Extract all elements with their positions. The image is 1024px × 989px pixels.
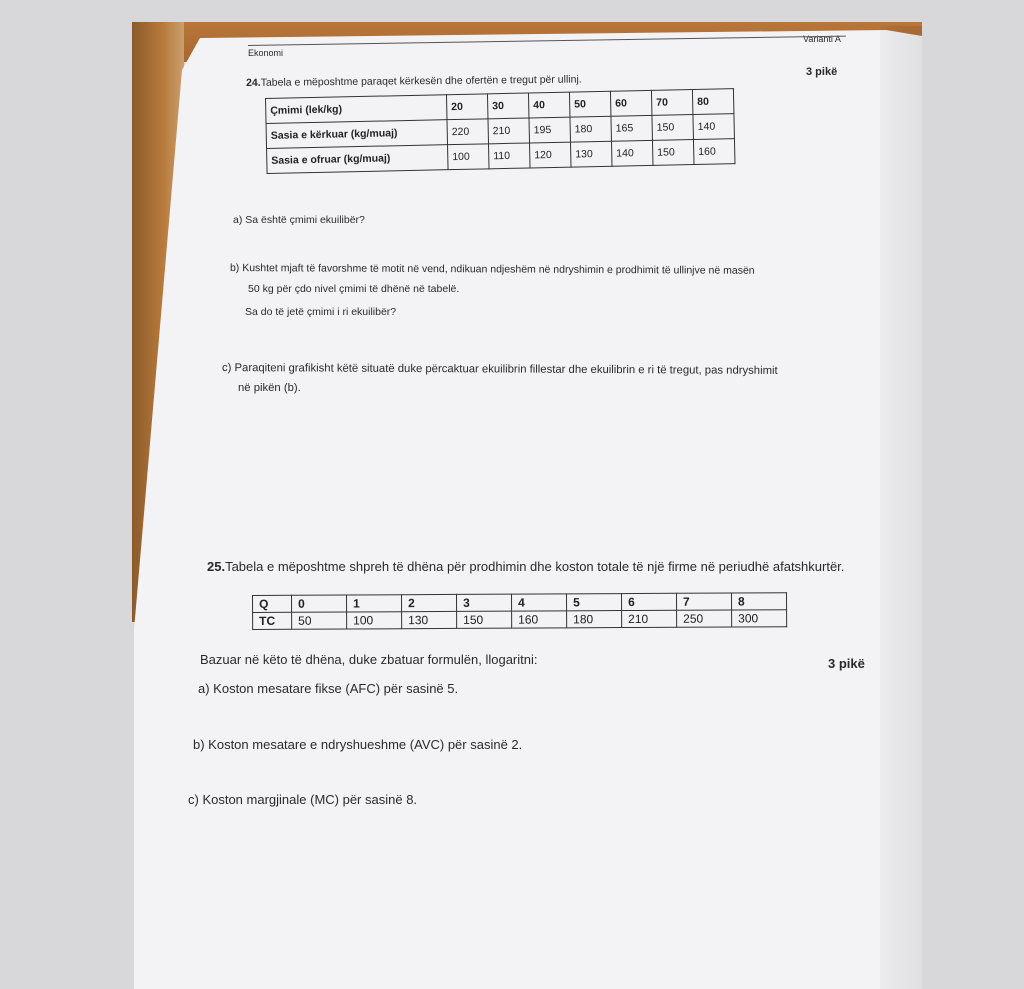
- row-label: Sasia e kërkuar (kg/muaj): [266, 120, 447, 149]
- table-cell: 160: [693, 139, 735, 165]
- q25-number: 25.: [207, 559, 226, 574]
- q25-part-c: c) Koston margjinale (MC) për sasinë 8.: [188, 792, 418, 807]
- table-cell: 50: [569, 91, 611, 117]
- q25-part-b: b) Koston mesatare e ndryshueshme (AVC) për sasinë 2.: [193, 737, 523, 752]
- table-cell: 160: [512, 611, 567, 628]
- q25-intro: Bazuar në këto të dhëna, duke zbatuar formulën, llogaritni:: [200, 652, 538, 667]
- table-cell: 0: [292, 595, 347, 612]
- subject-label: Ekonomi: [248, 48, 284, 58]
- table-row: [253, 610, 787, 630]
- table-cell: 30: [487, 93, 529, 119]
- table-cell: 80: [692, 89, 734, 115]
- q24-number: 24.: [246, 76, 261, 89]
- q25-points: 3 pikë: [828, 656, 865, 671]
- q24-part-a: a) Sa është çmimi ekuilibër?: [233, 214, 365, 226]
- table-cell: 140: [611, 140, 653, 166]
- table-cell: 5: [566, 594, 621, 611]
- q24-part-b-line3: Sa do të jetë çmimi i ri ekuilibër?: [245, 306, 397, 318]
- table-cell: 130: [570, 141, 612, 167]
- table-cell: 100: [347, 612, 402, 629]
- q24-points: 3 pikë: [806, 66, 838, 78]
- table-cell: 8: [731, 593, 786, 610]
- table-cell: 140: [693, 114, 735, 140]
- table-cell: 250: [677, 610, 732, 627]
- table-cell: 4: [511, 594, 566, 611]
- q24-part-b-line2: 50 kg për çdo nivel çmimi të dhënë në tabelë.: [248, 283, 460, 295]
- table-cell: 6: [621, 593, 676, 610]
- exam-page: [134, 30, 922, 989]
- q25-part-a: a) Koston mesatare fikse (AFC) për sasinë 5.: [198, 681, 459, 696]
- table-cell: 7: [676, 593, 731, 610]
- row-label: Sasia e ofruar (kg/muaj): [267, 145, 448, 174]
- table-cell: 50: [292, 612, 347, 629]
- table-cell: 120: [529, 142, 571, 168]
- table-cell: 150: [652, 115, 694, 141]
- variant-label: Varianti A: [803, 34, 841, 44]
- table-cell: 180: [567, 611, 622, 628]
- table-cell: 100: [448, 144, 490, 170]
- table-cell: 2: [402, 594, 457, 611]
- table-cell: 180: [570, 116, 612, 142]
- table-cell: 40: [528, 92, 570, 118]
- row-label: TC: [253, 612, 292, 629]
- q25-prompt: Tabela e mëposhtme shpreh të dhëna për prodhimin dhe koston totale të një firme në periudhë afatshkurtër.: [225, 559, 845, 574]
- table-cell: 130: [402, 611, 457, 628]
- table-cell: 195: [529, 117, 571, 143]
- table-cell: 3: [456, 594, 511, 611]
- q24-part-c-line1: c) Paraqiteni grafikisht këtë situatë duke përcaktuar ekuilibrin fillestar dhe ekuilibrin e ri të tregut, pas ndryshimit: [221, 362, 778, 377]
- table-cell: 300: [732, 610, 787, 627]
- row-label: Çmimi (lek/kg): [266, 95, 447, 124]
- table-cell: 150: [652, 140, 694, 166]
- table-cell: 110: [489, 143, 531, 169]
- table-cell: 210: [488, 118, 530, 144]
- table-cell: 210: [622, 610, 677, 627]
- table-cell: 150: [457, 611, 512, 628]
- row-label: Q: [253, 595, 292, 612]
- table-cell: 220: [447, 119, 489, 145]
- table-cell: 20: [446, 94, 488, 120]
- page-shadow: [880, 26, 922, 989]
- q25-heading: [207, 559, 844, 574]
- q24-prompt: Tabela e mëposhtme paraqet kërkesën dhe ofertën e tregut për ullinj.: [260, 73, 582, 89]
- table-cell: 70: [651, 90, 693, 116]
- q24-table: [265, 88, 735, 174]
- table-cell: 60: [610, 90, 652, 116]
- q25-table: [252, 592, 787, 630]
- table-cell: 165: [611, 115, 653, 141]
- table-cell: 1: [347, 595, 402, 612]
- q24-part-c-line2: në pikën (b).: [238, 382, 301, 394]
- q24-part-b-line1: b) Kushtet mjaft të favorshme të motit në vend, ndikuan ndjeshëm në ndryshimin e prodhimit të ullinjve në masën: [229, 262, 755, 277]
